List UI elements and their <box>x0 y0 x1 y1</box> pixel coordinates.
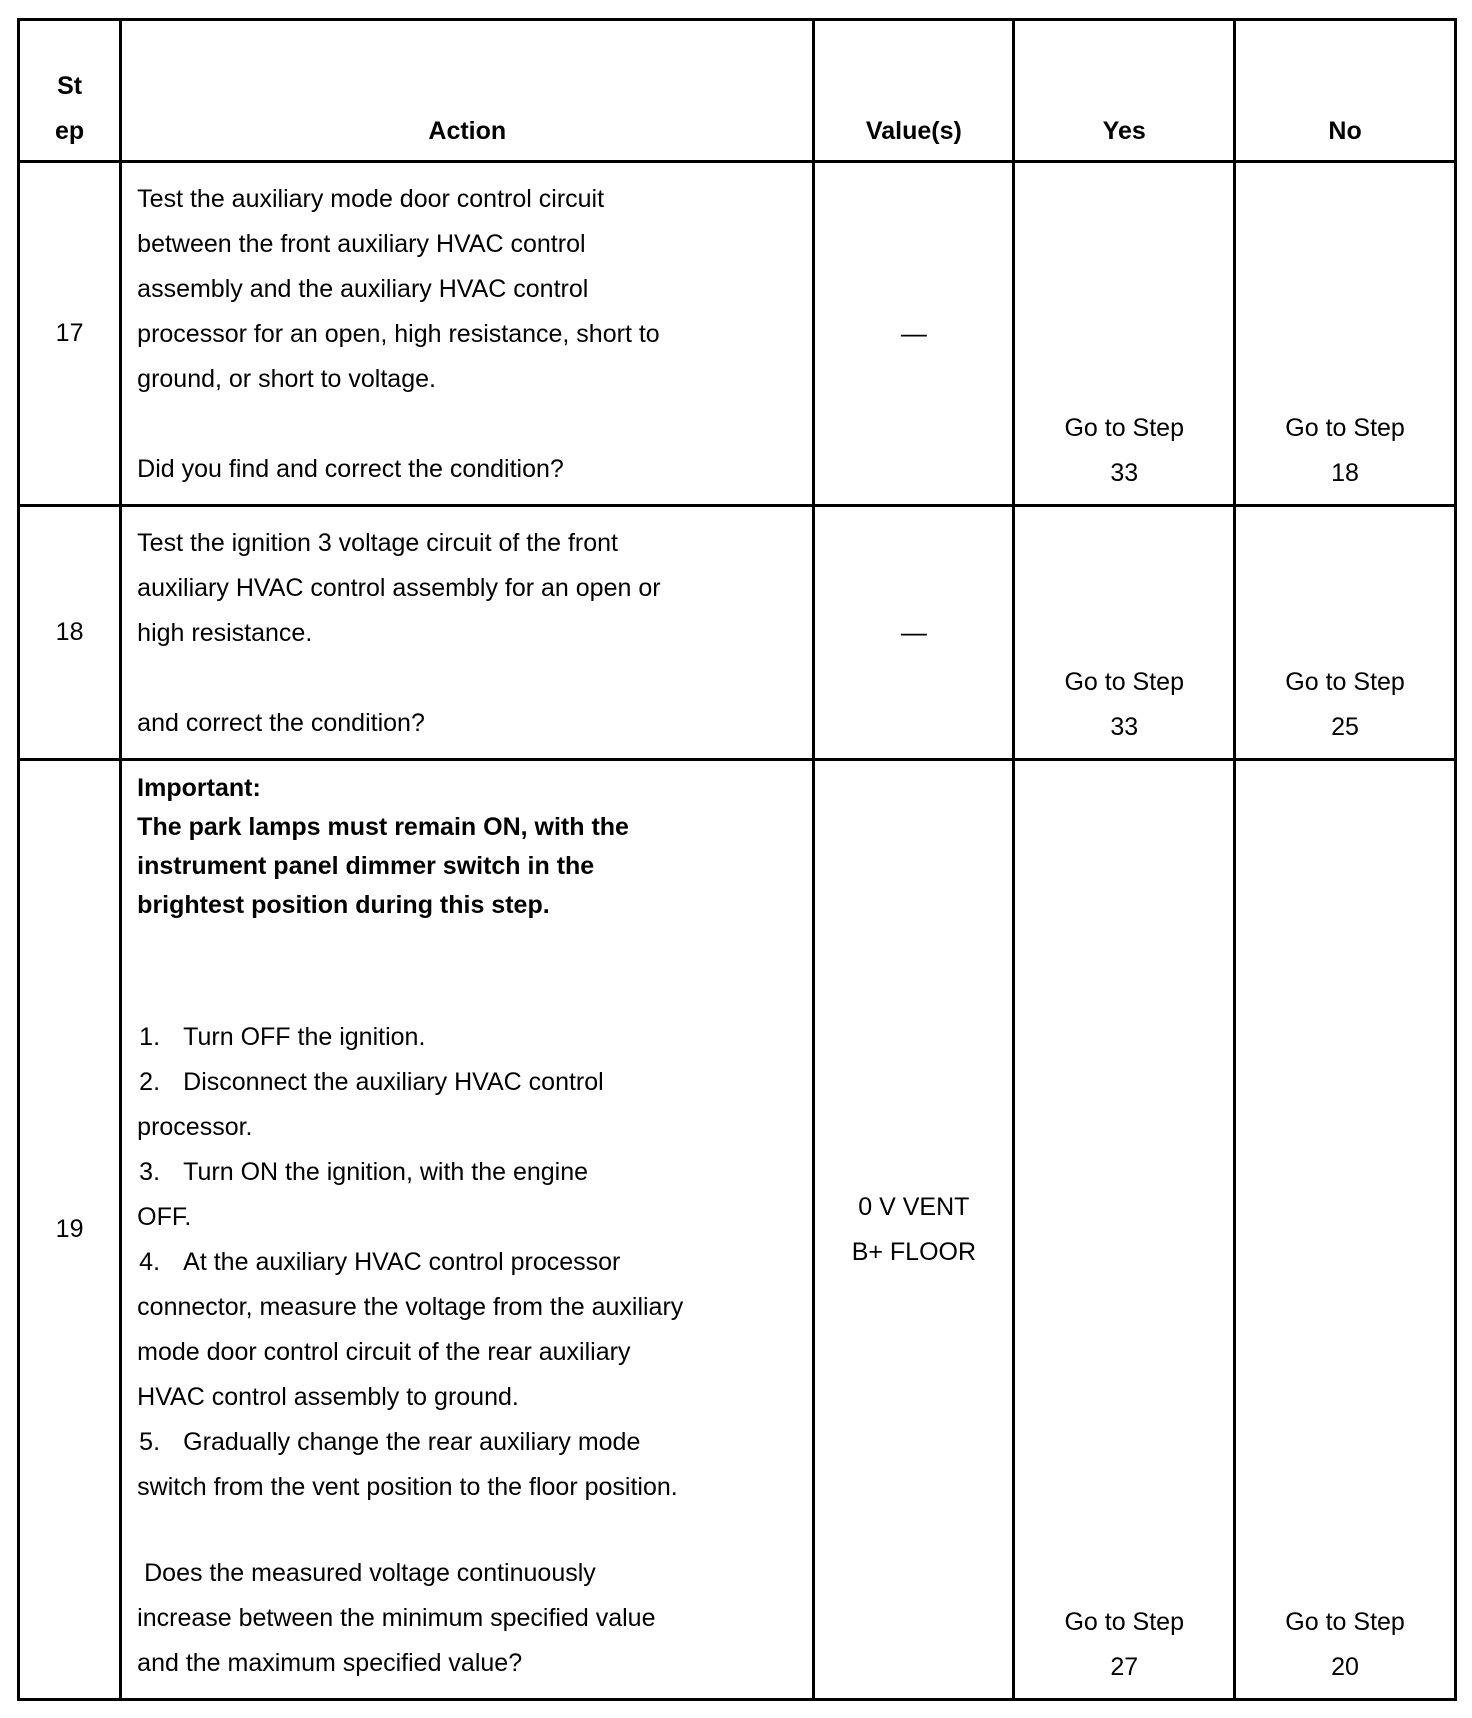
value-cell <box>814 162 1014 506</box>
no-cell <box>1235 506 1456 760</box>
value-dash: — <box>900 317 927 348</box>
action-line: Test the ignition 3 voltage circuit of the front <box>137 529 618 557</box>
list-item <box>137 1060 800 1105</box>
value-floor: B+ FLOOR <box>851 1237 977 1266</box>
no-label: Go to Step <box>1285 414 1405 442</box>
list-item-text: Gradually change the rear auxiliary mode <box>183 1428 641 1456</box>
action-line: auxiliary HVAC control assembly for an open or <box>137 574 661 602</box>
table-row <box>19 760 1456 1700</box>
no-cell <box>1235 162 1456 506</box>
no-cell <box>1235 760 1456 1700</box>
list-item <box>137 1240 800 1285</box>
yes-step: 33 <box>1110 459 1139 487</box>
important-title: Important: <box>137 774 261 802</box>
list-item-number: 3. <box>139 1158 161 1186</box>
action-cell <box>121 760 814 1700</box>
list-item-continuation: HVAC control assembly to ground. <box>137 1383 519 1411</box>
action-line: between the front auxiliary HVAC control <box>137 230 586 258</box>
action-question: increase between the minimum specified value <box>137 1604 656 1632</box>
list-item <box>137 1015 800 1060</box>
list-item-continuation: OFF. <box>137 1203 192 1231</box>
important-line: brightest position during this step. <box>137 891 550 919</box>
list-item-text: Turn ON the ignition, with the engine <box>183 1158 589 1186</box>
list-item-continuation: switch from the vent position to the floor position. <box>137 1473 678 1501</box>
no-step: 20 <box>1331 1653 1359 1681</box>
table-row <box>19 506 1456 760</box>
header-step-line1: St <box>57 72 83 100</box>
value-dash: — <box>900 616 927 647</box>
list-item <box>137 1420 800 1465</box>
header-action: Action <box>121 20 814 162</box>
step-number: 18 <box>19 506 121 760</box>
action-question: Does the measured voltage continuously <box>137 1559 596 1587</box>
list-item-text: Disconnect the auxiliary HVAC control <box>183 1068 604 1096</box>
no-label: Go to Step <box>1285 668 1405 696</box>
action-cell <box>121 506 814 760</box>
no-step: 18 <box>1331 459 1359 487</box>
header-no: No <box>1235 20 1456 162</box>
list-item-number: 1. <box>139 1023 161 1051</box>
list-item-number: 4. <box>139 1248 161 1276</box>
list-item-number: 2. <box>139 1068 161 1096</box>
header-step <box>19 20 121 162</box>
yes-step: 27 <box>1110 1653 1139 1681</box>
action-cell <box>121 162 814 506</box>
action-line: ground, or short to voltage. <box>137 365 436 393</box>
list-item-continuation: processor. <box>137 1113 253 1141</box>
step-number: 17 <box>19 162 121 506</box>
action-question: and correct the condition? <box>137 709 425 737</box>
yes-cell <box>1014 506 1235 760</box>
no-step: 25 <box>1331 713 1359 741</box>
table-row <box>19 162 1456 506</box>
value-cell <box>814 506 1014 760</box>
diagnostic-table <box>17 18 1457 1701</box>
value-vent: 0 V VENT <box>858 1192 970 1221</box>
list-item-text: Turn OFF the ignition. <box>183 1023 426 1051</box>
yes-label: Go to Step <box>1064 1608 1184 1636</box>
step-number: 19 <box>19 760 121 1700</box>
header-step-line2: ep <box>54 117 85 145</box>
important-line: instrument panel dimmer switch in the <box>137 852 595 880</box>
yes-label: Go to Step <box>1064 414 1184 442</box>
list-item-text: At the auxiliary HVAC control processor <box>183 1248 621 1276</box>
yes-label: Go to Step <box>1064 668 1184 696</box>
important-line: The park lamps must remain ON, with the <box>137 813 629 841</box>
list-item-number: 5. <box>139 1428 161 1456</box>
yes-cell <box>1014 162 1235 506</box>
action-question: and the maximum specified value? <box>137 1649 523 1677</box>
header-row <box>19 20 1456 162</box>
action-line: assembly and the auxiliary HVAC control <box>137 275 589 303</box>
action-question: Did you find and correct the condition? <box>137 455 564 483</box>
value-cell <box>814 760 1014 1700</box>
list-item-continuation: connector, measure the voltage from the auxiliary <box>137 1293 684 1321</box>
header-yes: Yes <box>1014 20 1235 162</box>
action-line: Test the auxiliary mode door control circuit <box>137 185 605 213</box>
no-label: Go to Step <box>1285 1608 1405 1636</box>
header-values: Value(s) <box>814 20 1014 162</box>
yes-cell <box>1014 760 1235 1700</box>
action-line: processor for an open, high resistance, short to <box>137 320 660 348</box>
list-item-continuation: mode door control circuit of the rear auxiliary <box>137 1338 631 1366</box>
list-item <box>137 1150 800 1195</box>
yes-step: 33 <box>1110 713 1139 741</box>
action-line: high resistance. <box>137 619 313 647</box>
